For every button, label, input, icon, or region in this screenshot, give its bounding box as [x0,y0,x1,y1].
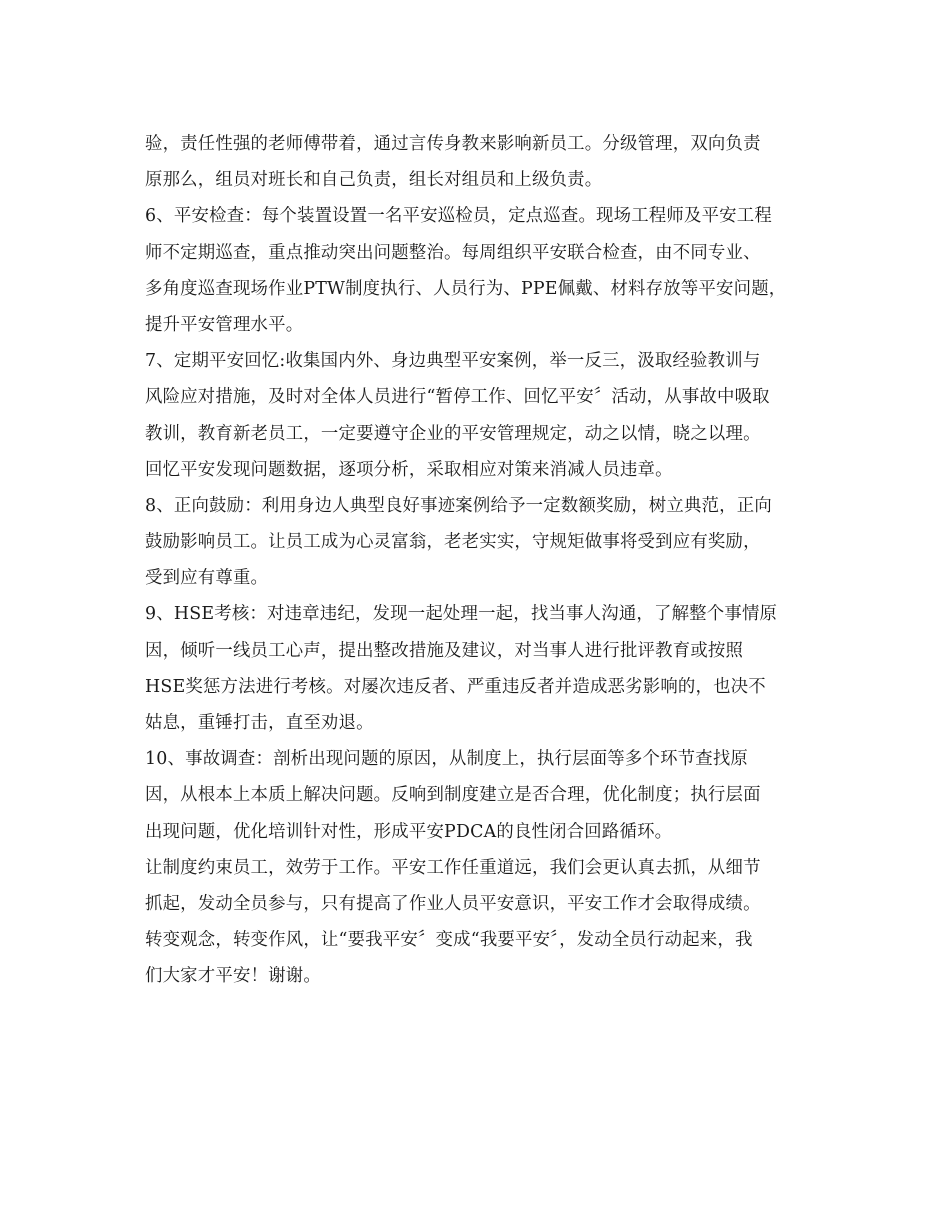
text-line: 8、正向鼓励：利用身边人典型良好事迹案例给予一定数额奖励，树立典范，正向 [145,495,772,516]
text-line: 转变观念，转变作风，让“要我平安〞变成“我要平安〞，发动全员行动起来，我 [145,930,753,951]
text-line: 受到应有尊重。 [145,568,269,589]
text-line: 出现问题，优化培训针对性，形成平安PDCA的良性闭合回路循环。 [145,821,673,842]
text-line: 回忆平安发现问题数据，逐项分析，采取相应对策来消减人员违章。 [145,459,673,480]
text-line: 们大家才平安！谢谢。 [145,966,321,987]
text-line: 多角度巡查现场作业PTW制度执行、人员行为、PPE佩戴、材料存放等平安问题， [145,278,787,299]
text-line: 因，倾听一线员工心声，提出整改措施及建议，对当事人进行批评教育或按照 [145,640,744,661]
text-line: 10、事故调查：剖析出现问题的原因，从制度上，执行层面等多个环节查找原 [145,749,749,770]
text-line: 因，从根本上本质上解决问题。反响到制度建立是否合理，优化制度；执行层面 [145,785,761,806]
text-line: 让制度约束员工，效劳于工作。平安工作任重道远，我们会更认真去抓，从细节 [145,857,761,878]
text-line: HSE奖惩方法进行考核。对屡次违反者、严重违反者并造成恶劣影响的，也决不 [145,676,766,697]
text-line: 师不定期巡查，重点推动突出问题整治。每周组织平安联合检查，由不同专业、 [145,242,761,263]
text-line: 鼓励影响员工。让员工成为心灵富翁，老老实实，守规矩做事将受到应有奖励， [145,532,761,553]
text-line: 风险应对措施，及时对全体人员进行“暂停工作、回忆平安〞活动，从事故中吸取 [145,387,770,408]
text-line: 验，责任性强的老师傅带着，通过言传身教来影响新员工。分级管理，双向负责 [145,134,761,154]
text-line: 姑息，重锤打击，直至劝退。 [145,713,374,733]
document-body [145,126,810,995]
text-line: 6、平安检查：每个装置设置一名平安巡检员，定点巡查。现场工程师及平安工程 [145,206,772,227]
text-line: 教训，教育新老员工，一定要遵守企业的平安管理规定，动之以情，晓之以理。 [145,423,761,444]
text-line: 9、HSE考核：对违章违纪，发现一起处理一起，找当事人沟通，了解整个事情原 [145,604,778,625]
text-line: 抓起，发动全员参与，只有提高了作业人员平安意识，平安工作才会取得成绩。 [145,893,761,914]
text-line: 提升平安管理水平。 [145,314,304,335]
text-line: 7、定期平安回忆:收集国内外、身边典型平安案例，举一反三，汲取经验教训与 [145,351,761,372]
text-line: 原那么，组员对班长和自己负责，组长对组员和上级负责。 [145,170,603,191]
